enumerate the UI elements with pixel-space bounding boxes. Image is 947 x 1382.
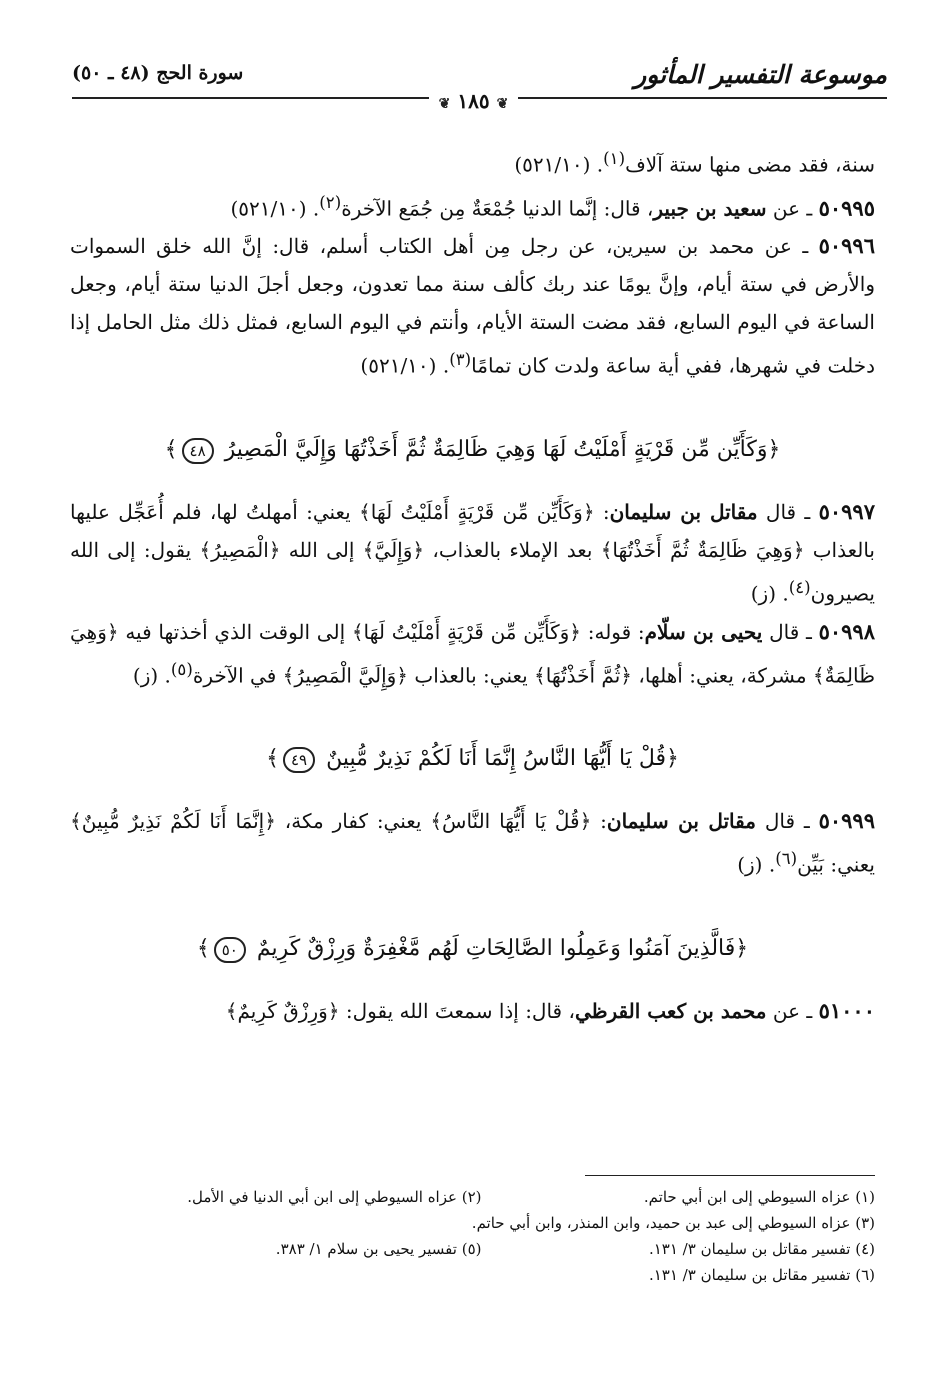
narration-51000 [70, 992, 875, 1030]
footnote-marker: (١) [603, 149, 626, 168]
quran-verse-50 [70, 930, 875, 968]
narration-number: ٥١٠٠٠ [818, 997, 875, 1023]
narrator-name: مقاتل بن سليمان [609, 499, 758, 524]
footnotes [88, 1184, 875, 1288]
paragraph-text: سنة، فقد مضى منها ستة آلاف [625, 152, 875, 177]
page-body [70, 140, 875, 1030]
paragraph-text: ، قال: إنَّما الدنيا جُمْعَةٌ مِن جُمَع الآخرة [341, 196, 654, 221]
ornament-icon: ❦ [438, 96, 451, 112]
paragraph-continuation [70, 140, 875, 184]
narrator-name: يحيى بن سلّام [644, 619, 763, 644]
ornament-icon: ❦ [496, 96, 509, 112]
paragraph-text: : قوله: ﴿وَكَأَيِّن مِّن قَرْيَةٍ أَمْلَيْتُ لَهَا﴾ إلى الوقت الذي أخذتها فيه ﴿وَهِيَ ظَالِمَةٌ﴾ مشركة، يعني: أهلها، ﴿ثُمَّ أَخَذْتُهَا﴾ يعني: بالعذاب ﴿وَإِلَيَّ الْمَصِيرُ﴾ في الآخرة [70, 619, 875, 688]
narration-number: ٥٠٩٩٥ [818, 195, 875, 221]
verse-text: ﴿قُلْ يَا أَيُّهَا النَّاسُ إِنَّمَا أَنَا لَكُمْ نَذِيرٌ مُّبِينٌ [326, 746, 679, 772]
narration-prefix: ـ قال [757, 499, 819, 524]
volume-reference: . (٥٢١/١٠) [230, 196, 320, 221]
page-number: ١٨٥ [457, 89, 490, 113]
narration-50998 [70, 613, 875, 695]
footnote-row [88, 1184, 875, 1210]
footnote-marker: (٤) [788, 577, 811, 597]
narration-50997 [70, 493, 875, 613]
narrator-name: محمد بن كعب القرظي [574, 998, 767, 1023]
verse-bracket: ﴾ [196, 935, 210, 961]
source-marker: . (ز) [750, 581, 789, 606]
verse-text: ﴿فَالَّذِينَ آمَنُوا وَعَمِلُوا الصَّالِحَاتِ لَهُم مَّغْفِرَةٌ وَرِزْقٌ كَرِيمٌ [256, 935, 749, 961]
footnote-marker: (٦) [775, 849, 798, 869]
narration-number: ٥٠٩٩٨ [818, 618, 875, 644]
footnote-row [88, 1236, 875, 1262]
quran-verse-49 [70, 740, 875, 778]
book-title: موسوعة التفسير المأثور [634, 60, 887, 89]
ayah-number-badge: ٤٨ [182, 438, 214, 464]
quran-verse-48 [70, 431, 875, 469]
narration-prefix: ـ عن [766, 998, 819, 1023]
footnote-6: (٦) تفسير مقاتل بن سليمان ٣/ ١٣١. [648, 1266, 875, 1284]
ayah-number-badge: ٤٩ [283, 747, 315, 773]
narrator-name: سعيد بن جبير [653, 196, 767, 221]
page-number-box [429, 89, 519, 113]
footnote-4: (٤) تفسير مقاتل بن سليمان ٣/ ١٣١. [648, 1240, 875, 1258]
narration-number: ٥٠٩٩٦ [818, 233, 875, 259]
page-number-wrap [0, 89, 947, 113]
verse-bracket: ﴾ [164, 436, 178, 462]
narration-prefix: ـ قال [755, 809, 819, 834]
footnote-row [88, 1262, 875, 1288]
footnote-1: (١) عزاه السيوطي إلى ابن أبي حاتم. [643, 1188, 875, 1206]
verse-bracket: ﴾ [266, 746, 279, 772]
footnote-separator [585, 1175, 875, 1176]
narration-number: ٥٠٩٩٧ [818, 498, 875, 524]
source-marker: . (ز) [737, 852, 776, 877]
narration-number: ٥٠٩٩٩ [818, 808, 875, 834]
paragraph-text: : ﴿قُلْ يَا أَيُّهَا النَّاسُ﴾ يعني: كفار مكة، ﴿إِنَّمَا أَنَا لَكُمْ نَذِيرٌ مُّبِينٌ﴾ يعني: بَيِّن [70, 809, 875, 877]
narration-prefix: ـ قال [762, 619, 819, 644]
footnote-row [88, 1210, 875, 1236]
footnote-2: (٢) عزاه السيوطي إلى ابن أبي الدنيا في الأمل. [187, 1188, 482, 1206]
verse-text: ﴿وَكَأَيِّن مِّن قَرْيَةٍ أَمْلَيْتُ لَهَا وَهِيَ ظَالِمَةٌ ثُمَّ أَخَذْتُهَا وَإِلَيَّ الْمَصِيرُ [224, 436, 781, 462]
ayah-number-badge: ٥٠ [214, 937, 246, 963]
volume-reference: . (٥٢١/١٠) [514, 152, 604, 177]
narration-50995 [70, 184, 875, 228]
footnote-marker: (٣) [449, 350, 472, 370]
narration-50999 [70, 802, 875, 884]
paragraph-text: ـ عن محمد بن سيرين، عن رجل مِن أهل الكتاب أسلم، قال: إنَّ الله خلق السموات والأرض في ستة أيام، وإنَّ يومًا عند ربك كألف سنة مما تعدون، وجعل أجلَ الدنيا ستة أيام، وجعل الساعة في اليوم السابع، فقد مضت الستة الأيام، وأنتم في اليوم السابع، فمثل ذلك مثل الحامل إذا دخلت في شهرها، ففي أية ساعة ولدت كان تمامًا [70, 234, 875, 378]
volume-reference: . (٥٢١/١٠) [360, 353, 450, 378]
paragraph-text: ، قال: إذا سمعتَ الله يقول: ﴿وَرِزْقٌ كَرِيمٌ﴾ [225, 998, 575, 1023]
paragraph-text: : ﴿وَكَأَيِّن مِّن قَرْيَةٍ أَمْلَيْتُ لَهَا﴾ يعني: أمهلتُ لها، فلم أُعَجِّل عليها بالعذاب ﴿وَهِيَ ظَالِمَةٌ ثُمَّ أَخَذْتُهَا﴾ بعد الإملاء بالعذاب، ﴿وَإِلَيَّ﴾ إلى الله ﴿الْمَصِيرُ﴾ يقول: إلى الله يصيرون [70, 499, 875, 606]
narration-prefix: ـ عن [766, 196, 819, 221]
footnote-3: (٣) عزاه السيوطي إلى عبد بن حميد، وابن المنذر، وابن أبي حاتم. [471, 1214, 875, 1232]
narrator-name: مقاتل بن سليمان [606, 809, 756, 834]
footnote-marker: (٥) [170, 659, 193, 679]
footnote-marker: (٢) [319, 192, 342, 212]
source-marker: . (ز) [132, 663, 171, 688]
footnote-5: (٥) تفسير يحيى بن سلام ١/ ٣٨٣. [275, 1240, 482, 1258]
narration-50996 [70, 227, 875, 385]
surah-title: سورة الحج (٤٨ ـ ٥٠) [72, 62, 244, 84]
